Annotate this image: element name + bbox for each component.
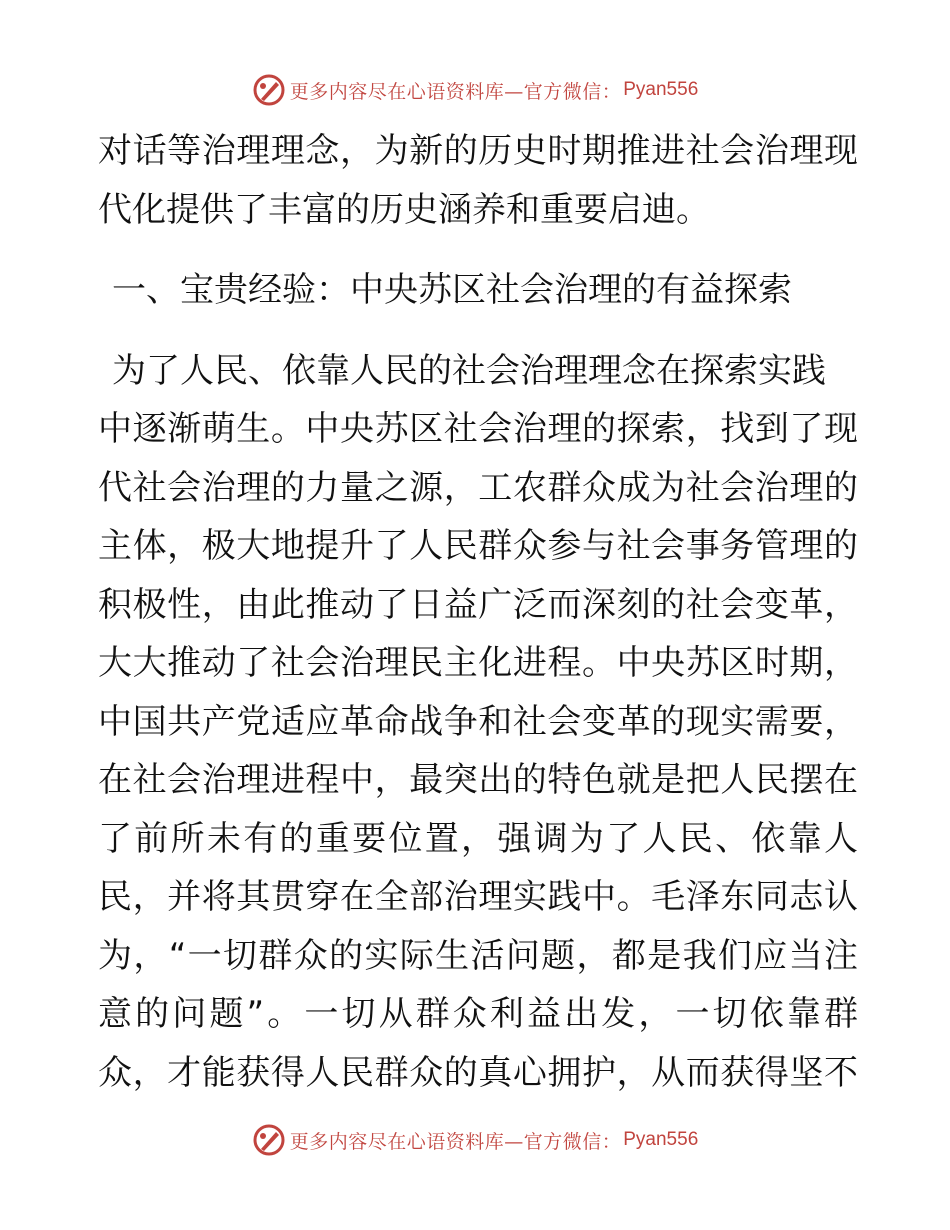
intro-line: 代化提供了丰富的历史涵养和重要启迪。 xyxy=(98,189,710,230)
pen-seal-logo-icon xyxy=(252,1123,286,1157)
body-line: 了前所未有的重要位置，强调为了人民、依靠人 xyxy=(98,818,858,859)
header-watermark xyxy=(0,70,950,110)
body-line: 在社会治理进程中，最突出的特色就是把人民摆在 xyxy=(98,760,858,800)
body-line: 中国共产党适应革命战争和社会变革的现实需要， xyxy=(98,701,858,742)
footer-watermark xyxy=(0,1120,950,1160)
body-line: 主体，极大地提升了人民群众参与社会事务管理的 xyxy=(98,526,858,566)
watermark-group xyxy=(252,1123,699,1157)
watermark-text: 更多内容尽在心语资料库—官方微信： xyxy=(289,1130,622,1153)
body-line: 为，“一切群众的实际生活问题，都是我们应当注 xyxy=(98,935,858,976)
body-line: 民，并将其贯穿在全部治理实践中。毛泽东同志认 xyxy=(98,877,858,917)
body-line: 意的问题”。一切从群众利益出发，一切依靠群 xyxy=(98,994,858,1034)
body-line: 为了人民、依靠人民的社会治理理念在探索实践 xyxy=(112,350,826,391)
watermark-group xyxy=(252,73,699,107)
intro-line: 对话等治理理念，为新的历史时期推进社会治理现 xyxy=(98,131,858,171)
watermark-id: Pyan556 xyxy=(623,1129,699,1150)
body-line: 众，才能获得人民群众的真心拥护，从而获得坚不 xyxy=(98,1052,858,1093)
body-line: 积极性，由此推动了日益广泛而深刻的社会变革， xyxy=(98,584,858,625)
watermark-text: 更多内容尽在心语资料库—官方微信： xyxy=(289,80,622,103)
watermark-id: Pyan556 xyxy=(623,79,699,100)
pen-seal-logo-icon xyxy=(252,73,286,107)
body-line: 中逐渐萌生。中央苏区社会治理的探索，找到了现 xyxy=(98,409,858,449)
body-line: 大大推动了社会治理民主化进程。中央苏区时期， xyxy=(98,643,858,683)
document-body xyxy=(98,122,858,1102)
body-line: 代社会治理的力量之源，工农群众成为社会治理的 xyxy=(98,467,858,508)
section-heading: 一、宝贵经验：中央苏区社会治理的有益探索 xyxy=(112,270,792,310)
